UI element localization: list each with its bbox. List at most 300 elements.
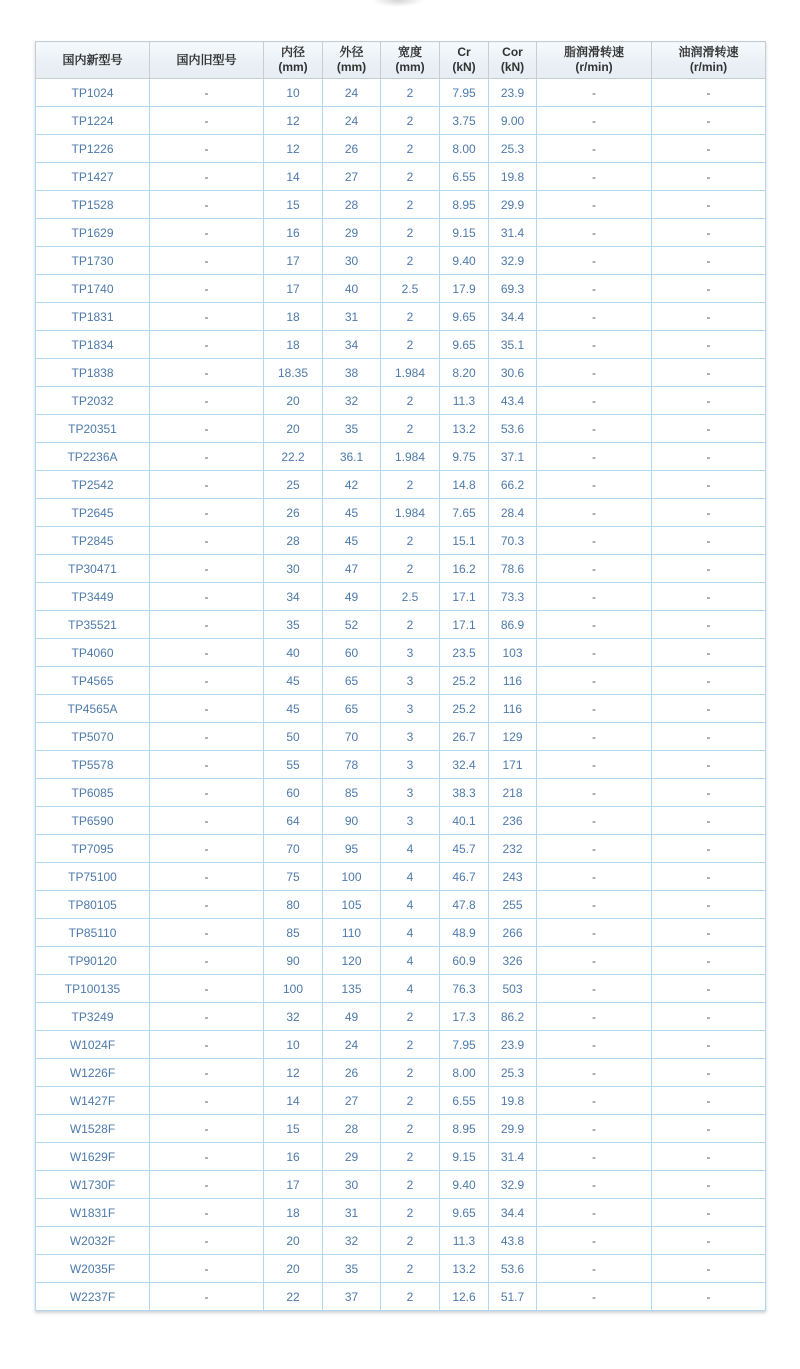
table-cell: 20 — [264, 415, 323, 443]
table-cell: 7.95 — [440, 79, 489, 107]
model-cell: TP6590 — [36, 807, 150, 835]
table-cell: 60.9 — [440, 947, 489, 975]
table-cell: 75 — [264, 863, 323, 891]
table-cell: - — [150, 751, 264, 779]
table-cell: 2 — [381, 135, 440, 163]
table-cell: - — [537, 779, 652, 807]
table-cell: - — [150, 471, 264, 499]
table-cell: - — [150, 583, 264, 611]
table-row — [36, 1171, 766, 1199]
column-header — [537, 42, 652, 79]
table-cell: 35 — [264, 611, 323, 639]
table-cell: 80 — [264, 891, 323, 919]
table-row — [36, 303, 766, 331]
table-cell: 1.984 — [381, 499, 440, 527]
table-cell: 48.9 — [440, 919, 489, 947]
table-cell: 2 — [381, 1115, 440, 1143]
table-cell: 26 — [323, 135, 381, 163]
table-cell: 2 — [381, 247, 440, 275]
table-cell: - — [537, 527, 652, 555]
model-cell: W1730F — [36, 1171, 150, 1199]
bearing-spec-table — [35, 41, 766, 1311]
table-cell: 11.3 — [440, 1227, 489, 1255]
table-cell: - — [652, 1227, 766, 1255]
table-cell: 2 — [381, 79, 440, 107]
table-cell: 45 — [264, 667, 323, 695]
table-cell: 171 — [489, 751, 537, 779]
table-cell: 31.4 — [489, 219, 537, 247]
table-cell: 218 — [489, 779, 537, 807]
table-cell: 23.9 — [489, 1031, 537, 1059]
table-cell: 31.4 — [489, 1143, 537, 1171]
model-cell: W1427F — [36, 1087, 150, 1115]
model-cell: TP4565 — [36, 667, 150, 695]
model-cell: TP1226 — [36, 135, 150, 163]
table-row — [36, 1003, 766, 1031]
table-cell: - — [652, 611, 766, 639]
table-cell: - — [150, 807, 264, 835]
table-cell: - — [652, 639, 766, 667]
model-cell: TP75100 — [36, 863, 150, 891]
column-header — [440, 42, 489, 79]
table-cell: - — [652, 751, 766, 779]
table-cell: - — [150, 107, 264, 135]
table-cell: 37 — [323, 1283, 381, 1311]
table-cell: 78.6 — [489, 555, 537, 583]
table-cell: 9.15 — [440, 219, 489, 247]
model-cell: W2032F — [36, 1227, 150, 1255]
table-cell: 90 — [264, 947, 323, 975]
table-cell: - — [150, 1003, 264, 1031]
table-row — [36, 499, 766, 527]
table-cell: - — [652, 79, 766, 107]
table-cell: - — [150, 779, 264, 807]
table-cell: - — [150, 1255, 264, 1283]
table-cell: 32 — [323, 387, 381, 415]
table-cell: - — [150, 275, 264, 303]
table-cell: - — [150, 863, 264, 891]
column-header-label: Cr — [457, 45, 471, 59]
table-header — [36, 42, 766, 79]
table-cell: 86.2 — [489, 1003, 537, 1031]
table-cell: - — [537, 303, 652, 331]
table-cell: 10 — [264, 1031, 323, 1059]
table-cell: - — [150, 1115, 264, 1143]
table-cell: - — [652, 863, 766, 891]
table-cell: 4 — [381, 863, 440, 891]
table-cell: - — [537, 807, 652, 835]
table-cell: 28 — [323, 191, 381, 219]
table-cell: 35.1 — [489, 331, 537, 359]
table-row — [36, 779, 766, 807]
table-cell: 116 — [489, 667, 537, 695]
model-cell: TP1528 — [36, 191, 150, 219]
table-cell: - — [537, 975, 652, 1003]
table-cell: 22.2 — [264, 443, 323, 471]
table-cell: - — [652, 723, 766, 751]
table-cell: - — [537, 1115, 652, 1143]
table-cell: - — [652, 191, 766, 219]
table-cell: - — [537, 219, 652, 247]
table-cell: 2 — [381, 1255, 440, 1283]
table-cell: 66.2 — [489, 471, 537, 499]
table-row — [36, 1199, 766, 1227]
table-row — [36, 639, 766, 667]
table-cell: 8.20 — [440, 359, 489, 387]
table-cell: 4 — [381, 975, 440, 1003]
table-cell: 70.3 — [489, 527, 537, 555]
table-cell: 3 — [381, 667, 440, 695]
table-cell: 4 — [381, 835, 440, 863]
model-cell: TP6085 — [36, 779, 150, 807]
model-cell: TP1024 — [36, 79, 150, 107]
table-cell: - — [150, 387, 264, 415]
table-cell: - — [652, 919, 766, 947]
table-row — [36, 471, 766, 499]
table-cell: - — [652, 835, 766, 863]
table-cell: 17 — [264, 1171, 323, 1199]
table-cell: 12 — [264, 135, 323, 163]
table-row — [36, 695, 766, 723]
table-cell: 9.65 — [440, 303, 489, 331]
table-cell: 22 — [264, 1283, 323, 1311]
table-row — [36, 359, 766, 387]
table-row — [36, 1059, 766, 1087]
table-cell: 8.95 — [440, 1115, 489, 1143]
table-cell: - — [537, 555, 652, 583]
table-cell: 14.8 — [440, 471, 489, 499]
table-cell: 4 — [381, 919, 440, 947]
table-cell: 23.9 — [489, 79, 537, 107]
table-row — [36, 1283, 766, 1311]
model-cell: TP4565A — [36, 695, 150, 723]
column-header-unit: (mm) — [336, 60, 367, 74]
table-cell: - — [150, 975, 264, 1003]
table-cell: 2 — [381, 331, 440, 359]
table-cell: - — [652, 1199, 766, 1227]
table-cell: - — [652, 527, 766, 555]
table-cell: 232 — [489, 835, 537, 863]
table-cell: 2 — [381, 1283, 440, 1311]
table-cell: - — [150, 1031, 264, 1059]
table-cell: - — [652, 1143, 766, 1171]
table-cell: 9.15 — [440, 1143, 489, 1171]
table-cell: - — [537, 415, 652, 443]
table-cell: - — [150, 891, 264, 919]
model-cell: TP7095 — [36, 835, 150, 863]
model-cell: TP5578 — [36, 751, 150, 779]
table-row — [36, 135, 766, 163]
column-header — [652, 42, 766, 79]
table-cell: 95 — [323, 835, 381, 863]
column-header — [264, 42, 323, 79]
table-cell: - — [537, 443, 652, 471]
table-cell: - — [537, 1171, 652, 1199]
table-cell: 26 — [264, 499, 323, 527]
table-cell: 3 — [381, 807, 440, 835]
table-cell: - — [652, 1115, 766, 1143]
table-cell: 3 — [381, 639, 440, 667]
table-cell: 3 — [381, 751, 440, 779]
table-cell: 116 — [489, 695, 537, 723]
table-cell: - — [537, 359, 652, 387]
table-cell: 2 — [381, 527, 440, 555]
table-cell: 45 — [323, 527, 381, 555]
column-header — [150, 42, 264, 79]
column-header-label: 内径 — [280, 45, 305, 59]
table-cell: 135 — [323, 975, 381, 1003]
table-cell: 255 — [489, 891, 537, 919]
table-cell: 9.65 — [440, 331, 489, 359]
table-cell: 9.40 — [440, 1171, 489, 1199]
table-cell: - — [537, 331, 652, 359]
table-cell: 47 — [323, 555, 381, 583]
table-cell: 105 — [323, 891, 381, 919]
table-cell: 20 — [264, 1255, 323, 1283]
table-cell: - — [150, 191, 264, 219]
table-cell: - — [652, 1283, 766, 1311]
model-cell: TP5070 — [36, 723, 150, 751]
column-header — [381, 42, 440, 79]
table-cell: 3 — [381, 779, 440, 807]
table-cell: 35 — [323, 415, 381, 443]
table-cell: 2 — [381, 1031, 440, 1059]
table-row — [36, 891, 766, 919]
table-row — [36, 583, 766, 611]
table-cell: 15.1 — [440, 527, 489, 555]
table-cell: 6.55 — [440, 1087, 489, 1115]
table-cell: 2 — [381, 163, 440, 191]
table-cell: 2 — [381, 611, 440, 639]
table-cell: - — [652, 1031, 766, 1059]
table-cell: 1.984 — [381, 443, 440, 471]
table-cell: - — [537, 583, 652, 611]
table-cell: 326 — [489, 947, 537, 975]
model-cell: W1226F — [36, 1059, 150, 1087]
column-header-unit: (r/min) — [689, 60, 728, 74]
column-header-label: 外径 — [339, 45, 364, 59]
table-cell: 55 — [264, 751, 323, 779]
table-cell: 27 — [323, 1087, 381, 1115]
table-row — [36, 1031, 766, 1059]
table-cell: - — [150, 695, 264, 723]
table-cell: 24 — [323, 107, 381, 135]
table-row — [36, 1087, 766, 1115]
model-cell: TP1224 — [36, 107, 150, 135]
table-cell: 2.5 — [381, 275, 440, 303]
table-row — [36, 107, 766, 135]
table-cell: 51.7 — [489, 1283, 537, 1311]
table-row — [36, 947, 766, 975]
table-cell: - — [652, 247, 766, 275]
table-cell: 18 — [264, 331, 323, 359]
model-cell: TP2032 — [36, 387, 150, 415]
column-header — [489, 42, 537, 79]
table-cell: - — [150, 359, 264, 387]
table-cell: 30 — [264, 555, 323, 583]
table-cell: - — [537, 695, 652, 723]
table-cell: 2 — [381, 1199, 440, 1227]
column-header-unit: (kN) — [500, 60, 525, 74]
table-cell: - — [150, 667, 264, 695]
table-row — [36, 1227, 766, 1255]
table-cell: - — [150, 611, 264, 639]
column-header-unit: (r/min) — [575, 60, 613, 74]
model-cell: TP80105 — [36, 891, 150, 919]
model-cell: TP1730 — [36, 247, 150, 275]
table-cell: 26.7 — [440, 723, 489, 751]
table-cell: 17.9 — [440, 275, 489, 303]
table-cell: - — [537, 1227, 652, 1255]
table-cell: 12 — [264, 1059, 323, 1087]
table-cell: 2 — [381, 219, 440, 247]
column-header-label: 油润滑转速 — [678, 45, 739, 59]
table-cell: 9.40 — [440, 247, 489, 275]
table-cell: 12.6 — [440, 1283, 489, 1311]
table-cell: 17 — [264, 275, 323, 303]
table-cell: 25 — [264, 471, 323, 499]
table-row — [36, 611, 766, 639]
table-cell: - — [652, 219, 766, 247]
column-header-label: Cor — [502, 45, 523, 59]
table-cell: 11.3 — [440, 387, 489, 415]
table-cell: - — [150, 947, 264, 975]
table-row — [36, 163, 766, 191]
table-cell: 35 — [323, 1255, 381, 1283]
table-cell: - — [537, 107, 652, 135]
table-cell: - — [537, 667, 652, 695]
table-cell: 2 — [381, 1087, 440, 1115]
table-cell: 15 — [264, 191, 323, 219]
table-cell: 10 — [264, 79, 323, 107]
table-cell: 24 — [323, 1031, 381, 1059]
table-row — [36, 555, 766, 583]
table-cell: - — [537, 639, 652, 667]
table-cell: 29 — [323, 1143, 381, 1171]
column-header-unit: (mm) — [395, 60, 425, 74]
model-cell: TP2645 — [36, 499, 150, 527]
table-cell: 73.3 — [489, 583, 537, 611]
table-cell: 7.65 — [440, 499, 489, 527]
model-cell: TP30471 — [36, 555, 150, 583]
table-cell: 34 — [264, 583, 323, 611]
table-cell: - — [150, 555, 264, 583]
table-cell: - — [150, 1171, 264, 1199]
table-cell: - — [150, 499, 264, 527]
table-row — [36, 247, 766, 275]
table-cell: 43.8 — [489, 1227, 537, 1255]
table-cell: 43.4 — [489, 387, 537, 415]
table-cell: 38.3 — [440, 779, 489, 807]
table-row — [36, 275, 766, 303]
table-cell: 25.3 — [489, 1059, 537, 1087]
table-cell: 25.2 — [440, 667, 489, 695]
model-cell: TP1740 — [36, 275, 150, 303]
table-cell: 30 — [323, 1171, 381, 1199]
table-cell: - — [652, 1003, 766, 1031]
table-cell: - — [150, 247, 264, 275]
table-cell: - — [652, 807, 766, 835]
table-cell: - — [537, 723, 652, 751]
model-cell: TP90120 — [36, 947, 150, 975]
table-row — [36, 807, 766, 835]
table-row — [36, 415, 766, 443]
table-row — [36, 723, 766, 751]
table-cell: 65 — [323, 667, 381, 695]
table-cell: 7.95 — [440, 1031, 489, 1059]
table-cell: - — [652, 303, 766, 331]
table-cell: 30.6 — [489, 359, 537, 387]
table-cell: 236 — [489, 807, 537, 835]
table-cell: 2 — [381, 1171, 440, 1199]
column-header-unit: (mm) — [278, 60, 308, 74]
table-cell: - — [150, 79, 264, 107]
table-cell: 110 — [323, 919, 381, 947]
table-cell: - — [652, 443, 766, 471]
table-cell: 2 — [381, 1143, 440, 1171]
table-cell: 29.9 — [489, 191, 537, 219]
cropped-heading-fragment — [372, 0, 424, 7]
model-cell: W1024F — [36, 1031, 150, 1059]
table-cell: 42 — [323, 471, 381, 499]
table-cell: 40 — [323, 275, 381, 303]
bearing-spec-table-container — [35, 41, 766, 1311]
table-cell: - — [537, 1283, 652, 1311]
table-cell: 3 — [381, 723, 440, 751]
table-cell: - — [150, 723, 264, 751]
table-row — [36, 443, 766, 471]
model-cell: TP35521 — [36, 611, 150, 639]
table-cell: 2 — [381, 303, 440, 331]
table-cell: - — [537, 891, 652, 919]
table-cell: - — [150, 1059, 264, 1087]
model-cell: TP85110 — [36, 919, 150, 947]
table-cell: - — [652, 779, 766, 807]
table-cell: - — [652, 891, 766, 919]
table-cell: 2 — [381, 107, 440, 135]
table-cell: 34.4 — [489, 303, 537, 331]
table-cell: 47.8 — [440, 891, 489, 919]
table-cell: - — [537, 1059, 652, 1087]
table-cell: 2 — [381, 415, 440, 443]
table-cell: 45 — [264, 695, 323, 723]
table-cell: - — [652, 667, 766, 695]
table-cell: 16 — [264, 219, 323, 247]
table-cell: 9.00 — [489, 107, 537, 135]
table-cell: - — [652, 1171, 766, 1199]
table-cell: 13.2 — [440, 415, 489, 443]
table-cell: 13.2 — [440, 1255, 489, 1283]
table-row — [36, 751, 766, 779]
table-cell: 38 — [323, 359, 381, 387]
table-cell: 49 — [323, 1003, 381, 1031]
table-cell: - — [537, 1199, 652, 1227]
table-cell: 90 — [323, 807, 381, 835]
model-cell: TP3249 — [36, 1003, 150, 1031]
table-cell: - — [652, 415, 766, 443]
table-cell: 76.3 — [440, 975, 489, 1003]
model-cell: TP2845 — [36, 527, 150, 555]
table-cell: 16 — [264, 1143, 323, 1171]
table-cell: 17.1 — [440, 611, 489, 639]
table-cell: 2 — [381, 555, 440, 583]
table-cell: 100 — [323, 863, 381, 891]
table-cell: - — [652, 359, 766, 387]
table-cell: 129 — [489, 723, 537, 751]
table-cell: 25.3 — [489, 135, 537, 163]
table-cell: 70 — [264, 835, 323, 863]
table-cell: - — [537, 1031, 652, 1059]
